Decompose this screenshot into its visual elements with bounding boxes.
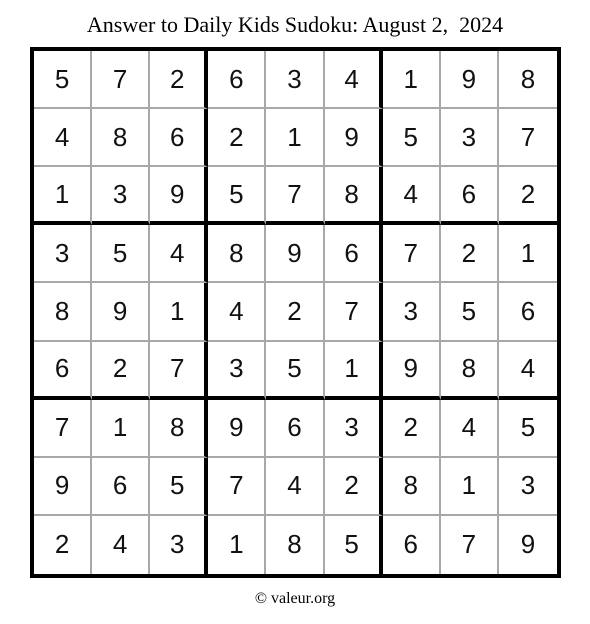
sudoku-cell-r3c2: 3 [92, 167, 150, 225]
sudoku-cell-r4c8: 2 [441, 225, 499, 283]
sudoku-cell-r4c7: 7 [383, 225, 441, 283]
sudoku-cell-r1c5: 3 [266, 51, 324, 109]
sudoku-cell-r5c6: 7 [325, 283, 383, 341]
sudoku-cell-r8c9: 3 [499, 458, 557, 516]
sudoku-cell-r1c8: 9 [441, 51, 499, 109]
sudoku-cell-r9c9: 9 [520, 529, 536, 560]
sudoku-cell-r9c7: 6 [383, 516, 441, 574]
sudoku-cell-r3c8: 6 [441, 167, 499, 225]
sudoku-cell-r2c8: 3 [441, 109, 499, 167]
sudoku-cell-r2c7: 5 [383, 109, 441, 167]
sudoku-cell-r9c5: 8 [266, 516, 324, 574]
sudoku-cell-r7c1: 7 [34, 400, 92, 458]
sudoku-cell-r9c1: 2 [34, 516, 92, 574]
sudoku-cell-r3c6: 8 [325, 167, 383, 225]
sudoku-cell-r8c8: 1 [441, 458, 499, 516]
page-title: Answer to Daily Kids Sudoku: August 2, 2024 [86, 12, 504, 37]
sudoku-cell-r6c6: 1 [325, 342, 383, 400]
sudoku-cell-r3c3: 9 [150, 167, 208, 225]
sudoku-cell-r5c7: 3 [383, 283, 441, 341]
sudoku-board [30, 47, 561, 578]
sudoku-cell-r7c9: 5 [499, 400, 557, 458]
sudoku-cell-r6c2: 2 [92, 342, 150, 400]
sudoku-cell-r9c8: 7 [441, 516, 499, 574]
sudoku-cell-r2c4: 2 [208, 109, 266, 167]
sudoku-cell-r4c4: 8 [208, 225, 266, 283]
sudoku-cell-r1c7: 1 [383, 51, 441, 109]
sudoku-cell-r6c4: 3 [208, 342, 266, 400]
sudoku-cell-r7c7: 2 [383, 400, 441, 458]
sudoku-cell-r7c3: 8 [150, 400, 208, 458]
sudoku-cell-r4c3: 4 [150, 225, 208, 283]
sudoku-cell-r4c5: 9 [266, 225, 324, 283]
sudoku-cell-r5c8: 5 [441, 283, 499, 341]
sudoku-cell-r8c2: 6 [92, 458, 150, 516]
sudoku-cell-r3c7: 4 [383, 167, 441, 225]
sudoku-cell-r5c1: 8 [34, 283, 92, 341]
sudoku-cell-r8c3: 5 [150, 458, 208, 516]
sudoku-cell-r7c4: 9 [208, 400, 266, 458]
sudoku-cell-r9c4: 1 [208, 516, 266, 574]
sudoku-cell-r2c6: 9 [325, 109, 383, 167]
sudoku-cell-r1c6: 4 [325, 51, 383, 109]
sudoku-cell-r4c2: 5 [92, 225, 150, 283]
sudoku-cell-r2c1: 4 [34, 109, 92, 167]
sudoku-cell-r7c8: 4 [441, 400, 499, 458]
sudoku-cell-r6c3: 7 [150, 342, 208, 400]
sudoku-cell-r5c3: 1 [150, 283, 208, 341]
sudoku-cell-r9c3: 3 [150, 516, 208, 574]
sudoku-cell-r3c5: 7 [266, 167, 324, 225]
sudoku-cell-r5c4: 4 [208, 283, 266, 341]
sudoku-cell-r1c2: 7 [92, 51, 150, 109]
sudoku-cell-r8c1: 9 [34, 458, 92, 516]
sudoku-cell-r1c3: 2 [150, 51, 208, 109]
sudoku-cell-r6c8: 8 [441, 342, 499, 400]
sudoku-cell-r6c5: 5 [266, 342, 324, 400]
sudoku-cell-r5c9: 6 [499, 283, 557, 341]
sudoku-cell-r8c4: 7 [208, 458, 266, 516]
sudoku-cell-r1c4: 6 [208, 51, 266, 109]
sudoku-cell-r2c9: 7 [499, 109, 557, 167]
copyright-footer: © valeur.org [254, 590, 336, 607]
sudoku-cell-r3c4: 5 [208, 167, 266, 225]
sudoku-cell-r4c1: 3 [34, 225, 92, 283]
sudoku-cell-r2c5: 1 [266, 109, 324, 167]
sudoku-cell-r3c9: 2 [499, 167, 557, 225]
sudoku-cell-r5c2: 9 [92, 283, 150, 341]
sudoku-cell-r7c5: 6 [266, 400, 324, 458]
sudoku-cell-r1c1: 5 [34, 51, 92, 109]
sudoku-cell-r6c9: 4 [499, 342, 557, 400]
sudoku-cell-r4c6: 6 [325, 225, 383, 283]
sudoku-cell-r4c9: 1 [499, 225, 557, 283]
sudoku-cell-r2c3: 6 [150, 109, 208, 167]
sudoku-cell-r6c1: 6 [34, 342, 92, 400]
sudoku-cell-r6c7: 9 [383, 342, 441, 400]
sudoku-cell-r7c2: 1 [92, 400, 150, 458]
sudoku-cell-r8c6: 2 [325, 458, 383, 516]
sudoku-cell-r2c2: 8 [92, 109, 150, 167]
sudoku-cell-r3c1: 1 [34, 167, 92, 225]
sudoku-cell-r5c5: 2 [266, 283, 324, 341]
sudoku-cell-r8c5: 4 [266, 458, 324, 516]
sudoku-cell-r1c9: 8 [499, 51, 557, 109]
sudoku-cell-r9c6: 5 [325, 516, 383, 574]
sudoku-cell-r7c6: 3 [325, 400, 383, 458]
sudoku-cell-r9c2: 4 [92, 516, 150, 574]
sudoku-cell-r8c7: 8 [383, 458, 441, 516]
